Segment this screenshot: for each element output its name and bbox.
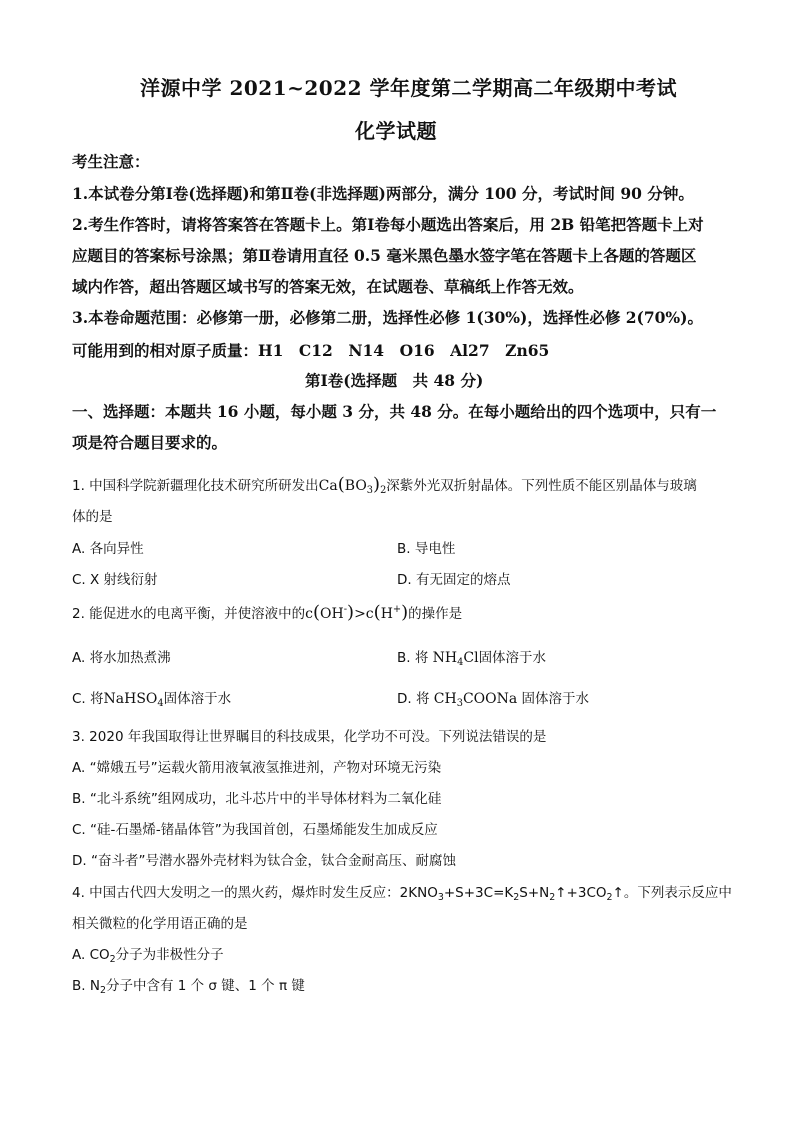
q1-stem-a: 1. 中国科学院新疆理化技术研究所研发出 [72, 478, 319, 494]
q4-option-a: A. $CO_2$分子为非极性分子 [72, 947, 224, 965]
notice-line-2c: 域内作答，超出答题区域书写的答案无效，在试题卷、草稿纸上作答无效。 [72, 277, 584, 296]
q1-stem-b: 深紫外光双折射晶体。下列性质不能区别晶体与玻璃 [386, 478, 697, 494]
q2-inequality: c(OH-)>c(H+) [305, 602, 409, 623]
q4-stem: 4. 中国古代四大发明之一的黑火药，爆炸时发生反应：$2KNO_3+S+3C=K_2S+N_2↑+3CO_2↑$。下列表示反应中 [72, 885, 732, 903]
q3-option-d: D. “奋斗者”号潜水器外壳材料为钛合金，钛合金耐高压、耐腐蚀 [72, 853, 456, 869]
exam-subtitle: 化学试题 [355, 119, 437, 143]
notice-line-2b: 应题目的答案标号涂黑；第Ⅱ卷请用直径 0.5 毫米黑色墨水签字笔在答题卡上各题的答题区 [72, 246, 697, 265]
notice-line-3: 3.本卷命题范围：必修第一册，必修第二册，选择性必修 1(30%)，选择性必修 2(70%)。 [72, 308, 703, 327]
notice-line-1: 1.本试卷分第Ⅰ卷(选择题)和第Ⅱ卷(非选择题)两部分，满分 100 分，考试时间 90 分钟。 [72, 184, 694, 203]
q1-formula: $Ca(BO_3)_2$ [318, 474, 387, 496]
q3-option-c: C. “硅-石墨烯-锗晶体管”为我国首创，石墨烯能发生加成反应 [72, 822, 438, 838]
q1-option-d: D. 有无固定的熔点 [397, 572, 511, 588]
q1-option-b: B. 导电性 [397, 541, 456, 557]
part1-instructions-b: 项是符合题目要求的。 [72, 433, 228, 452]
q1-option-c: C. X 射线衍射 [72, 572, 158, 588]
q2-option-a: A. 将水加热煮沸 [72, 650, 171, 666]
q1-stem-c: 体的是 [72, 509, 113, 525]
q2-option-d: D. 将 $CH_3COONa$ 固体溶于水 [397, 691, 589, 709]
q3-option-a: A. “嫦娥五号”运载火箭用液氧液氢推进剂，产物对环境无污染 [72, 760, 442, 776]
q1-option-a: A. 各向异性 [72, 541, 144, 557]
notice-line-2a: 2.考生作答时，请将答案答在答题卡上。第Ⅰ卷每小题选出答案后，用 2B 铅笔把答题卡上对 [72, 215, 704, 234]
notice-heading: 考生注意： [72, 152, 150, 171]
exam-title: 洋源中学 2021~2022 学年度第二学期高二年级期中考试 [140, 76, 678, 100]
atomic-masses: 可能用到的相对原子质量：H1 C12 N14 O16 Al27 Zn65 [72, 341, 550, 360]
q2-option-c: C. 将NaHSO$_4$固体溶于水 [72, 691, 232, 709]
q4-option-b: B. $N_2$分子中含有 1 个 σ 键、1 个 π 键 [72, 978, 305, 996]
q1-stem [72, 474, 697, 496]
q3-option-b: B. “北斗系统”组网成功，北斗芯片中的半导体材料为二氧化硅 [72, 791, 442, 807]
q2-stem: 2. 能促进水的电离平衡，并使溶液中的c(OH-)>c(H+)的操作是 [72, 602, 463, 623]
q4-stem-b: 相关微粒的化学用语正确的是 [72, 916, 248, 932]
part1-instructions-a: 一、选择题：本题共 16 小题，每小题 3 分，共 48 分。在每小题给出的四个选项中，只有一 [72, 402, 717, 421]
part1-heading: 第Ⅰ卷(选择题 共 48 分) [305, 371, 484, 390]
q3-stem: 3. 2020 年我国取得让世界瞩目的科技成果，化学功不可没。下列说法错误的是 [72, 729, 547, 745]
q2-option-b: B. 将 $NH_4Cl$固体溶于水 [397, 650, 547, 668]
